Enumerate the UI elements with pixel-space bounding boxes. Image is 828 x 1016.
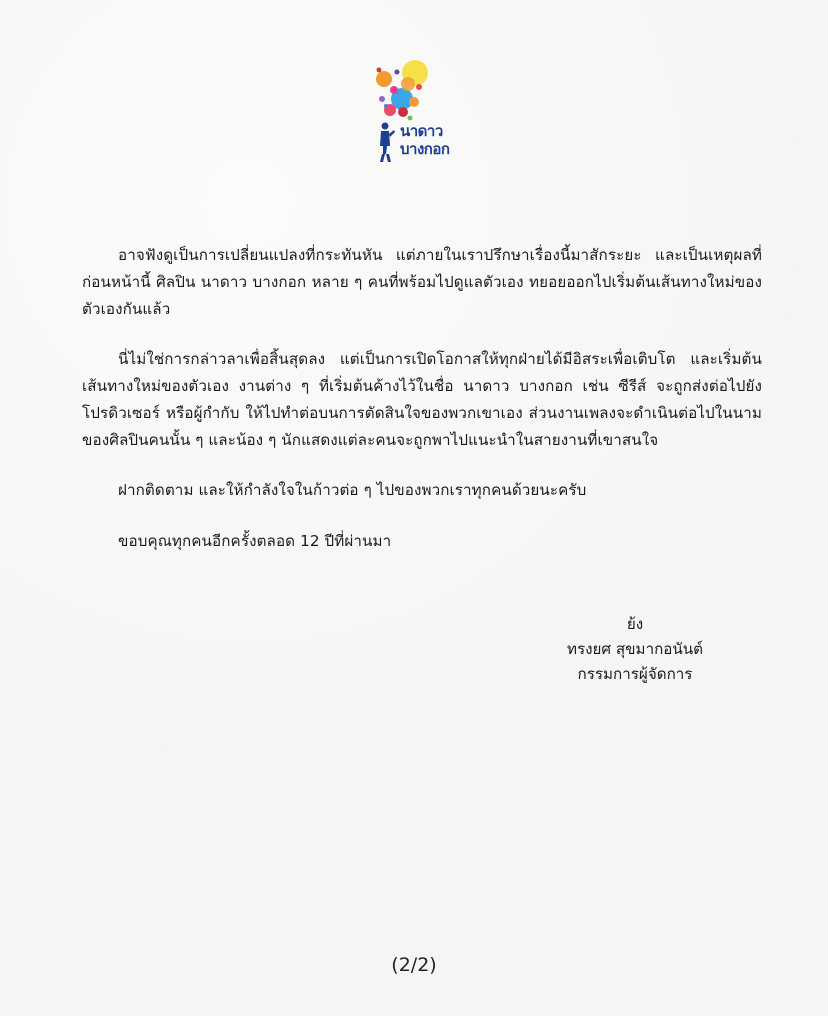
paragraph-3: ฝากติดตาม และให้กำลังใจในก้าวต่อ ๆ ไปของพวกเราทุกคนด้วยนะครับ — [118, 481, 587, 499]
signature-full-name: ทรงยศ สุขมากอนันต์ — [566, 640, 704, 658]
paragraph-2: นี่ไม่ใช่การกล่าวลาเพื่อสิ้นสุดลง แต่เป็นการเปิดโอกาสให้ทุกฝ่ายได้มีอิสระเพื่อเติบโต และเริ่มต้นเส้นทางใหม่ของตัวเอง งานต่าง ๆ ที่เริ่มต้นค้างไว้ในชื่อ นาดาว บางกอก เช่น ซีรีส์ จะถูกส่งต่อไปยังโปรดิวเซอร์ หรือผู้กำกับ ให้ไปทำต่อบนการตัดสินใจของพวกเขาเอง ส่วนงานเพลงจะดำเนินต่อไปในนามของศิลปินคนนั้น ๆ และน้อง ๆ นักแสดงแต่ละคนจะถูกพาไปแนะนำในสายงานที่เขาสนใจ — [82, 350, 762, 449]
logo-line-1: นาดาว — [400, 122, 443, 140]
signature-title: กรรมการผู้จัดการ — [577, 665, 693, 683]
signature-block — [550, 612, 720, 687]
paragraph-4: ขอบคุณทุกคนอีกครั้งตลอด 12 ปีที่ผ่านมา — [118, 532, 392, 550]
paragraph-1: อาจฟังดูเป็นการเปลี่ยนแปลงที่กระทันหัน แต่ภายในเราปรึกษาเรื่องนี้มาสักระยะ และเป็นเหตุผลที่ก่อนหน้านี้ ศิลปิน นาดาว บางกอก หลาย ๆ คนที่พร้อมไปดูแลตัวเอง ทยอยออกไปเริ่มต้นเส้นทางใหม่ของตัวเองกันแล้ว — [82, 246, 762, 318]
logo-wordmark — [400, 122, 462, 158]
logo-line-2: บางกอก — [400, 140, 450, 158]
page-number: (2/2) — [391, 954, 437, 976]
nadao-bangkok-logo — [370, 54, 460, 169]
letter-body — [82, 242, 762, 579]
signature-nickname: ย้ง — [626, 615, 644, 633]
